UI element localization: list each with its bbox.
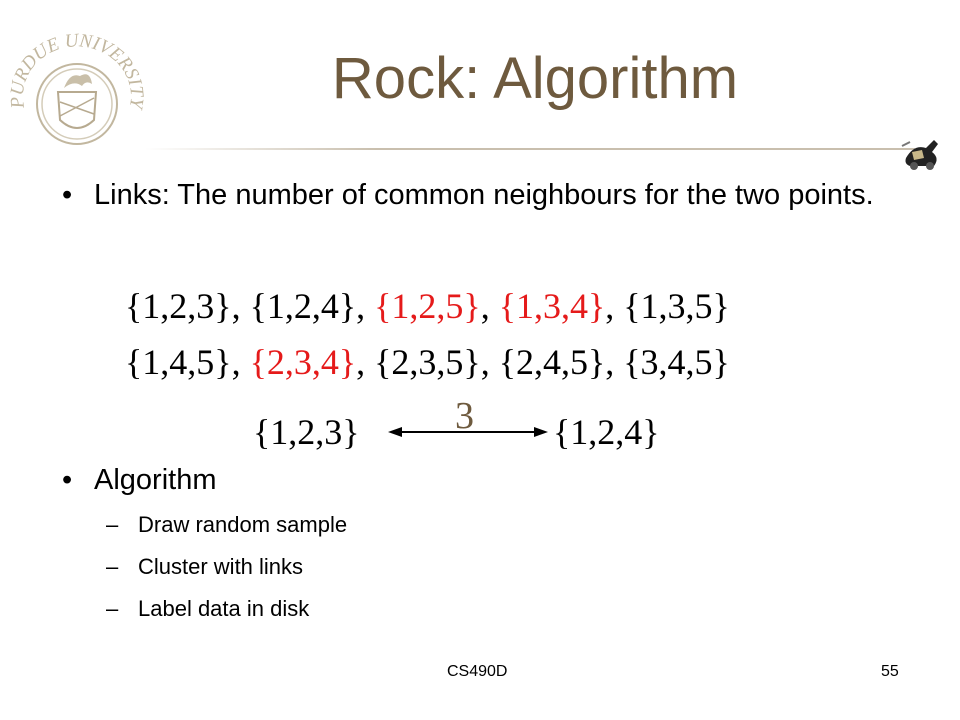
bullet-text-links: Links: The number of common neighbours for the two points. — [94, 179, 874, 211]
set-separator: , — [356, 342, 375, 382]
set-separator: , — [231, 342, 250, 382]
bullet-marker: • — [62, 464, 73, 496]
footer-page-number: 55 — [881, 663, 899, 680]
sub-item-label-data — [106, 594, 309, 624]
set-item: {1,2,4} — [249, 286, 357, 326]
title-divider — [145, 148, 915, 150]
sub-item-marker: – — [106, 554, 119, 579]
set-separator: , — [356, 286, 375, 326]
set-item: {1,4,5} — [125, 342, 232, 382]
set-separator: , — [480, 286, 499, 326]
set-separator: , — [605, 286, 624, 326]
set-separator: , — [480, 342, 499, 382]
sub-item-text: Label data in disk — [138, 596, 310, 621]
set-item: {3,4,5} — [623, 342, 730, 382]
bullet-marker: • — [62, 179, 73, 211]
set-separator: , — [605, 342, 624, 382]
sub-item-marker: – — [106, 596, 119, 621]
sets-row-1 — [125, 285, 730, 327]
set-separator: , — [231, 286, 250, 326]
double-arrow-icon — [388, 424, 548, 440]
train-mascot-icon — [900, 128, 946, 172]
link-left-set: {1,2,3} — [253, 412, 360, 452]
link-count: 3 — [455, 395, 474, 437]
set-item: {1,3,5} — [623, 286, 730, 326]
bullet-links — [62, 177, 874, 213]
link-right-set: {1,2,4} — [553, 412, 660, 452]
sub-item-marker: – — [106, 512, 119, 537]
logo-text: PURDUE UNIVERSITY — [6, 30, 148, 110]
slide-title: Rock: Algorithm — [331, 46, 739, 111]
sub-item-text: Draw random sample — [138, 512, 348, 537]
footer-course: CS490D — [447, 663, 508, 680]
set-item-highlighted: {1,2,5} — [374, 286, 481, 326]
set-item-highlighted: {1,3,4} — [498, 286, 606, 326]
sub-item-draw-sample — [106, 510, 347, 540]
set-item: {2,4,5} — [498, 342, 606, 382]
set-item: {1,2,3} — [125, 286, 232, 326]
sub-item-cluster-links — [106, 552, 303, 582]
sets-row-2 — [125, 341, 730, 383]
set-item: {2,3,5} — [374, 342, 481, 382]
sub-item-text: Cluster with links — [138, 554, 304, 579]
set-item-highlighted: {2,3,4} — [249, 342, 357, 382]
bullet-algorithm — [62, 462, 874, 498]
bullet-text-algorithm: Algorithm — [94, 464, 217, 496]
